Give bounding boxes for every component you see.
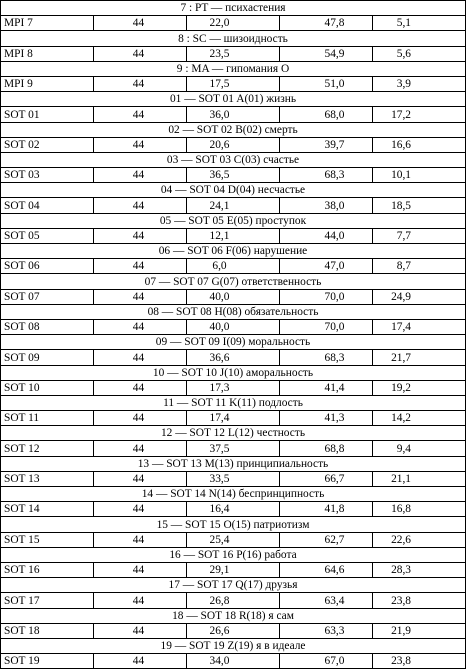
table-row: [1, 380, 466, 395]
section-header-cell: 16 — SOT 16 P(16) работа: [1, 547, 466, 562]
table-row: [1, 623, 466, 638]
count-cell: 44: [94, 441, 187, 456]
count-cell: 44: [94, 562, 187, 577]
scale-code-cell: SOT 05: [1, 228, 94, 243]
value-cell: 21,7: [373, 350, 466, 365]
max-cell: 68,8: [280, 441, 373, 456]
value-cell: 23,8: [373, 654, 466, 669]
count-cell: 44: [94, 16, 187, 31]
section-header-row: [1, 213, 466, 228]
section-header-cell: 8 : SC — шизоидность: [1, 31, 466, 46]
section-header-row: [1, 547, 466, 562]
section-header-row: [1, 31, 466, 46]
section-header-cell: 06 — SOT 06 F(06) нарушение: [1, 244, 466, 259]
min-cell: 16,4: [187, 502, 280, 517]
count-cell: 44: [94, 593, 187, 608]
section-header-cell: 17 — SOT 17 Q(17) друзья: [1, 578, 466, 593]
count-cell: 44: [94, 137, 187, 152]
scale-code-cell: SOT 02: [1, 137, 94, 152]
section-header-cell: 9 : MA — гипомания O: [1, 61, 466, 76]
scale-code-cell: SOT 14: [1, 502, 94, 517]
section-header-cell: 01 — SOT 01 A(01) жизнь: [1, 92, 466, 107]
value-cell: 28,3: [373, 562, 466, 577]
section-header-row: [1, 638, 466, 653]
max-cell: 39,7: [280, 137, 373, 152]
section-header-row: [1, 304, 466, 319]
table-row: [1, 76, 466, 91]
scale-code-cell: SOT 06: [1, 259, 94, 274]
value-cell: 5,1: [373, 16, 466, 31]
section-header-row: [1, 335, 466, 350]
table-row: [1, 350, 466, 365]
value-cell: 7,7: [373, 228, 466, 243]
min-cell: 40,0: [187, 319, 280, 334]
scale-code-cell: SOT 07: [1, 289, 94, 304]
table-row: [1, 168, 466, 183]
max-cell: 44,0: [280, 228, 373, 243]
max-cell: 68,0: [280, 107, 373, 122]
min-cell: 26,8: [187, 593, 280, 608]
table-row: [1, 502, 466, 517]
table-row: [1, 137, 466, 152]
section-header-row: [1, 578, 466, 593]
section-header-cell: 03 — SOT 03 C(03) счастье: [1, 152, 466, 167]
max-cell: 51,0: [280, 76, 373, 91]
scale-code-cell: SOT 13: [1, 471, 94, 486]
count-cell: 44: [94, 107, 187, 122]
table-row: [1, 411, 466, 426]
scale-code-cell: MPI 7: [1, 16, 94, 31]
table-row: [1, 532, 466, 547]
max-cell: 67,0: [280, 654, 373, 669]
count-cell: 44: [94, 76, 187, 91]
table-row: [1, 107, 466, 122]
table-body: [1, 1, 466, 669]
value-cell: 16,6: [373, 137, 466, 152]
min-cell: 26,6: [187, 623, 280, 638]
max-cell: 63,4: [280, 593, 373, 608]
count-cell: 44: [94, 46, 187, 61]
section-header-cell: 07 — SOT 07 G(07) ответственность: [1, 274, 466, 289]
section-header-cell: 08 — SOT 08 H(08) обязательность: [1, 304, 466, 319]
section-header-cell: 09 — SOT 09 I(09) моральность: [1, 335, 466, 350]
min-cell: 17,5: [187, 76, 280, 91]
value-cell: 17,4: [373, 319, 466, 334]
scale-code-cell: SOT 08: [1, 319, 94, 334]
max-cell: 38,0: [280, 198, 373, 213]
count-cell: 44: [94, 411, 187, 426]
min-cell: 22,0: [187, 16, 280, 31]
section-header-cell: 7 : PT — психастения: [1, 1, 466, 16]
table-row: [1, 562, 466, 577]
value-cell: 21,1: [373, 471, 466, 486]
count-cell: 44: [94, 289, 187, 304]
section-header-cell: 12 — SOT 12 L(12) честность: [1, 426, 466, 441]
min-cell: 6,0: [187, 259, 280, 274]
scale-code-cell: SOT 18: [1, 623, 94, 638]
section-header-row: [1, 244, 466, 259]
section-header-cell: 04 — SOT 04 D(04) несчастье: [1, 183, 466, 198]
table-row: [1, 46, 466, 61]
count-cell: 44: [94, 228, 187, 243]
value-cell: 8,7: [373, 259, 466, 274]
section-header-row: [1, 487, 466, 502]
section-header-row: [1, 365, 466, 380]
max-cell: 62,7: [280, 532, 373, 547]
value-cell: 19,2: [373, 380, 466, 395]
table-row: [1, 259, 466, 274]
min-cell: 12,1: [187, 228, 280, 243]
min-cell: 34,0: [187, 654, 280, 669]
section-header-cell: 05 — SOT 05 E(05) проступок: [1, 213, 466, 228]
table-row: [1, 441, 466, 456]
count-cell: 44: [94, 259, 187, 274]
table-row: [1, 198, 466, 213]
min-cell: 40,0: [187, 289, 280, 304]
count-cell: 44: [94, 380, 187, 395]
min-cell: 17,4: [187, 411, 280, 426]
section-header-cell: 15 — SOT 15 O(15) патриотизм: [1, 517, 466, 532]
section-header-cell: 13 — SOT 13 M(13) принципиальность: [1, 456, 466, 471]
section-header-row: [1, 183, 466, 198]
max-cell: 70,0: [280, 289, 373, 304]
value-cell: 10,1: [373, 168, 466, 183]
section-header-row: [1, 1, 466, 16]
min-cell: 24,1: [187, 198, 280, 213]
max-cell: 41,4: [280, 380, 373, 395]
table-row: [1, 16, 466, 31]
scale-code-cell: SOT 10: [1, 380, 94, 395]
scale-code-cell: MPI 9: [1, 76, 94, 91]
min-cell: 25,4: [187, 532, 280, 547]
scale-code-cell: SOT 09: [1, 350, 94, 365]
count-cell: 44: [94, 168, 187, 183]
value-cell: 14,2: [373, 411, 466, 426]
value-cell: 5,6: [373, 46, 466, 61]
max-cell: 66,7: [280, 471, 373, 486]
value-cell: 18,5: [373, 198, 466, 213]
table-row: [1, 228, 466, 243]
max-cell: 63,3: [280, 623, 373, 638]
value-cell: 16,8: [373, 502, 466, 517]
max-cell: 68,3: [280, 350, 373, 365]
scale-code-cell: SOT 04: [1, 198, 94, 213]
section-header-cell: 10 — SOT 10 J(10) аморальность: [1, 365, 466, 380]
section-header-row: [1, 92, 466, 107]
max-cell: 47,0: [280, 259, 373, 274]
max-cell: 68,3: [280, 168, 373, 183]
scale-code-cell: SOT 16: [1, 562, 94, 577]
section-header-row: [1, 152, 466, 167]
min-cell: 17,3: [187, 380, 280, 395]
min-cell: 37,5: [187, 441, 280, 456]
section-header-cell: 14 — SOT 14 N(14) беспринципность: [1, 487, 466, 502]
max-cell: 70,0: [280, 319, 373, 334]
min-cell: 33,5: [187, 471, 280, 486]
max-cell: 47,8: [280, 16, 373, 31]
table-row: [1, 319, 466, 334]
scale-code-cell: SOT 12: [1, 441, 94, 456]
value-cell: 23,8: [373, 593, 466, 608]
count-cell: 44: [94, 502, 187, 517]
section-header-row: [1, 456, 466, 471]
count-cell: 44: [94, 198, 187, 213]
table-row: [1, 593, 466, 608]
value-cell: 24,9: [373, 289, 466, 304]
max-cell: 41,3: [280, 411, 373, 426]
value-cell: 21,9: [373, 623, 466, 638]
scale-code-cell: SOT 01: [1, 107, 94, 122]
scale-code-cell: SOT 03: [1, 168, 94, 183]
count-cell: 44: [94, 471, 187, 486]
count-cell: 44: [94, 623, 187, 638]
count-cell: 44: [94, 350, 187, 365]
section-header-cell: 18 — SOT 18 R(18) я сам: [1, 608, 466, 623]
scale-code-cell: SOT 15: [1, 532, 94, 547]
count-cell: 44: [94, 532, 187, 547]
scale-code-cell: SOT 19: [1, 654, 94, 669]
section-header-cell: 19 — SOT 19 Z(19) я в идеале: [1, 638, 466, 653]
section-header-row: [1, 517, 466, 532]
max-cell: 64,6: [280, 562, 373, 577]
min-cell: 20,6: [187, 137, 280, 152]
min-cell: 23,5: [187, 46, 280, 61]
min-cell: 36,0: [187, 107, 280, 122]
section-header-row: [1, 274, 466, 289]
section-header-cell: 11 — SOT 11 K(11) подлость: [1, 395, 466, 410]
count-cell: 44: [94, 319, 187, 334]
max-cell: 41,8: [280, 502, 373, 517]
section-header-row: [1, 608, 466, 623]
scale-code-cell: MPI 8: [1, 46, 94, 61]
count-cell: 44: [94, 654, 187, 669]
scale-code-cell: SOT 11: [1, 411, 94, 426]
scale-code-cell: SOT 17: [1, 593, 94, 608]
section-header-row: [1, 122, 466, 137]
section-header-cell: 02 — SOT 02 B(02) смерть: [1, 122, 466, 137]
min-cell: 36,6: [187, 350, 280, 365]
section-header-row: [1, 426, 466, 441]
min-cell: 29,1: [187, 562, 280, 577]
table-row: [1, 289, 466, 304]
max-cell: 54,9: [280, 46, 373, 61]
section-header-row: [1, 61, 466, 76]
table-row: [1, 654, 466, 669]
value-cell: 17,2: [373, 107, 466, 122]
min-cell: 36,5: [187, 168, 280, 183]
value-cell: 22,6: [373, 532, 466, 547]
value-cell: 9,4: [373, 441, 466, 456]
value-cell: 3,9: [373, 76, 466, 91]
table-row: [1, 471, 466, 486]
section-header-row: [1, 395, 466, 410]
